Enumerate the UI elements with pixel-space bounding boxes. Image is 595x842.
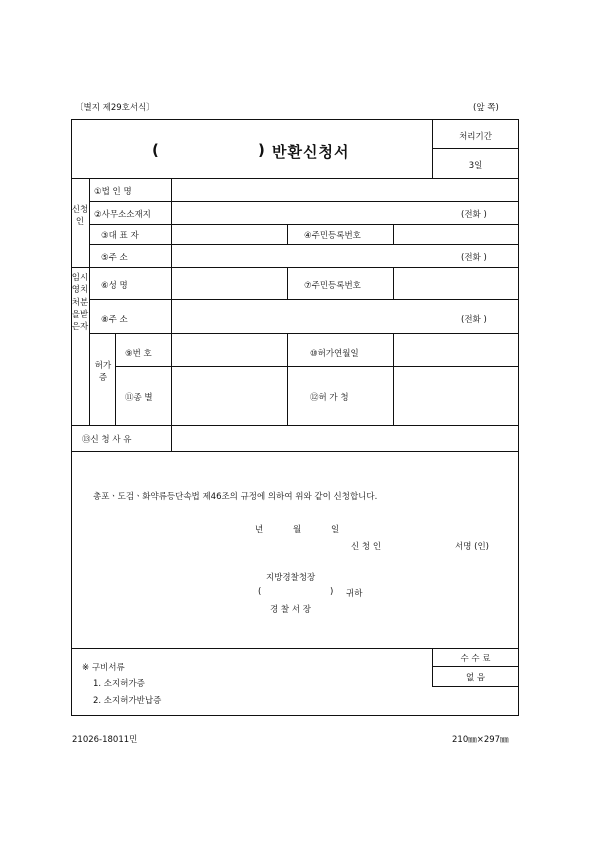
signature-label: 서명 (인) xyxy=(455,542,489,552)
applicant-sign-label: 신 청 인 xyxy=(351,542,382,552)
fee-value: 없 음 xyxy=(465,673,486,683)
processing-label: 처리기간 xyxy=(459,132,492,142)
custodian-name-field[interactable] xyxy=(172,268,286,298)
permit-number-field[interactable] xyxy=(172,334,286,365)
custodian-phone: (전화 ) xyxy=(461,315,487,325)
fee-divider xyxy=(432,686,519,687)
fee-label: 수 수 료 xyxy=(460,654,491,664)
recipient-label: 귀하 xyxy=(346,589,363,599)
permit-kind-label: ⑪종 별 xyxy=(125,393,153,403)
statement-text: 총포ㆍ도검ㆍ화약류등단속법 제46조의 규정에 의하여 위와 같이 신청합니다. xyxy=(93,492,378,502)
permit-date-label: ⑩허가연월일 xyxy=(310,349,359,359)
applicant-phone: (전화 ) xyxy=(461,253,487,263)
permit-office-label: ⑫허 가 청 xyxy=(310,393,349,403)
fee-divider xyxy=(432,666,519,667)
permit-kind-field[interactable] xyxy=(172,367,286,424)
row-divider xyxy=(71,451,519,452)
applicant-section-label: 신청인 xyxy=(71,205,89,228)
custodian-id-field[interactable] xyxy=(394,268,518,298)
column-divider xyxy=(89,178,90,425)
day-label: 일 xyxy=(331,525,340,535)
permit-number-label: ⑨번 호 xyxy=(125,349,152,359)
document-item: 2. 소지허가반납증 xyxy=(93,696,162,706)
custodian-id-label: ⑦주민등록번호 xyxy=(304,281,361,291)
page-side-label: (앞 쪽) xyxy=(473,103,499,113)
custodian-section-label: 임시영치처분을받은자 xyxy=(71,273,89,333)
office-address-label: ②사무소소재지 xyxy=(94,210,151,220)
required-documents-header: ※ 구비서류 xyxy=(82,663,125,673)
column-divider xyxy=(115,333,116,425)
recipient-paren-close: ) xyxy=(330,587,334,597)
processing-divider xyxy=(432,148,519,149)
rep-id-label: ④주민등록번호 xyxy=(304,231,361,241)
representative-label: ③대 표 자 xyxy=(101,231,139,241)
form-number: 〔별지 제29호서식〕 xyxy=(75,103,155,113)
page-title: 반환신청서 xyxy=(272,143,350,161)
column-divider xyxy=(287,267,288,299)
custodian-address-label: ⑧주 소 xyxy=(101,315,128,325)
title-paren-close: ) xyxy=(258,141,266,159)
document-item: 1. 소지허가증 xyxy=(93,679,145,689)
recipient-paren-open: ( xyxy=(258,587,262,597)
paper-size: 210㎜×297㎜ xyxy=(452,735,509,745)
column-divider xyxy=(287,224,288,244)
applicant-address-label: ⑤주 소 xyxy=(101,253,128,263)
reason-label: ⑬신 청 사 유 xyxy=(82,435,132,445)
column-divider xyxy=(287,333,288,425)
reason-field[interactable] xyxy=(172,426,518,450)
permit-office-field[interactable] xyxy=(394,367,518,424)
month-label: 월 xyxy=(293,525,302,535)
police-chief-label: 경 찰 서 장 xyxy=(270,605,311,615)
custodian-name-label: ⑥성 명 xyxy=(101,281,128,291)
corp-name-label: ①법 인 명 xyxy=(94,187,132,197)
representative-field[interactable] xyxy=(172,225,286,243)
year-label: 년 xyxy=(255,525,264,535)
agency-label: 지방경찰청장 xyxy=(266,573,316,583)
office-phone: (전화 ) xyxy=(461,210,487,220)
corp-name-field[interactable] xyxy=(172,179,518,200)
form-code: 21026-18011민 xyxy=(72,735,138,745)
permit-date-field[interactable] xyxy=(394,334,518,365)
row-divider xyxy=(71,648,519,649)
title-paren-open: ( xyxy=(152,141,160,159)
processing-value: 3일 xyxy=(468,161,483,171)
rep-id-field[interactable] xyxy=(394,225,518,243)
permit-label: 허가증 xyxy=(94,361,112,384)
